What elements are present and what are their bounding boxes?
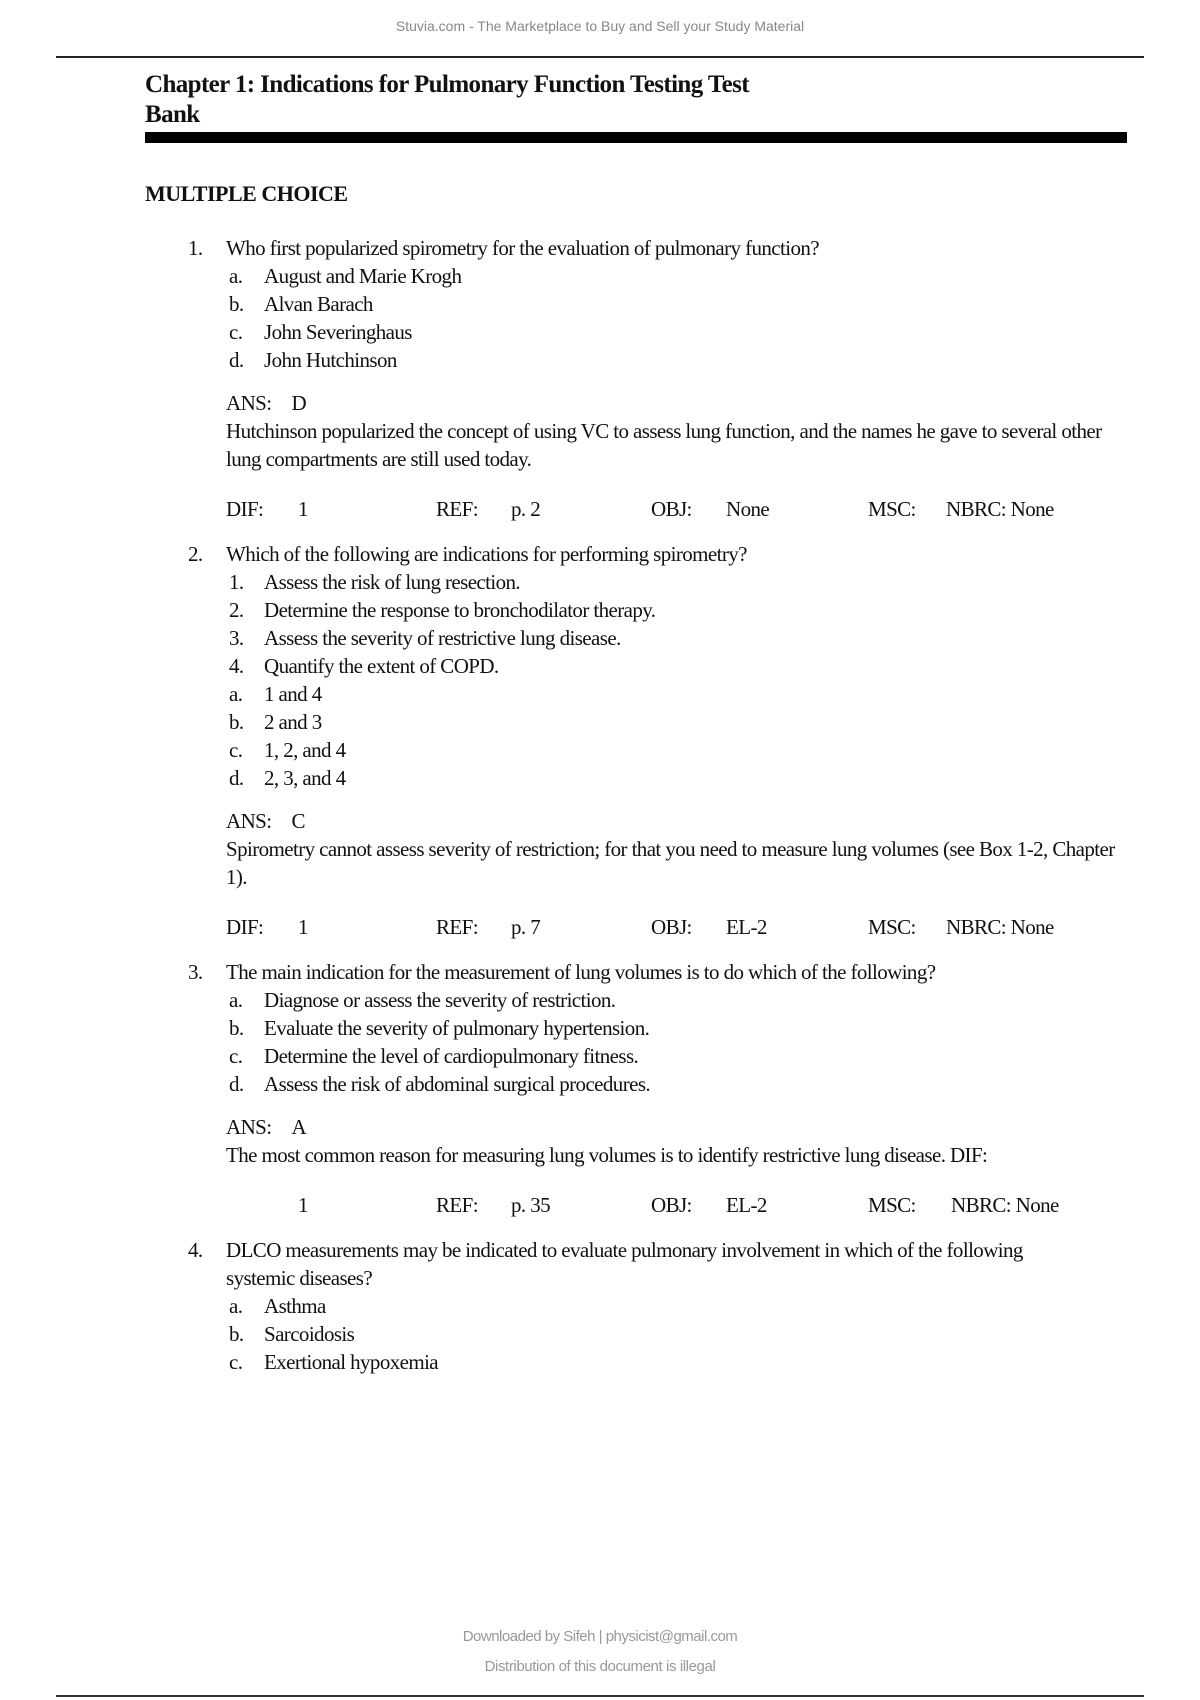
statement-3: 3. Assess the severity of restrictive lung disease. bbox=[229, 626, 621, 650]
question-1 bbox=[188, 234, 1138, 523]
option-a: a. Diagnose or assess the severity of restriction. bbox=[229, 988, 616, 1012]
question-number: 1. bbox=[188, 236, 203, 260]
option-list bbox=[226, 262, 1138, 374]
answer-label: ANS: bbox=[226, 391, 272, 415]
obj-label: OBJ: bbox=[651, 497, 692, 521]
answer-value: A bbox=[291, 1115, 307, 1139]
obj-value: EL-2 bbox=[726, 915, 767, 939]
question-text: Who first popularized spirometry for the evaluation of pulmonary function? bbox=[226, 236, 819, 260]
obj-value: None bbox=[726, 497, 770, 521]
option-b: b. 2 and 3 bbox=[229, 710, 322, 734]
ref-value: p. 35 bbox=[511, 1193, 551, 1217]
option-d: d. 2, 3, and 4 bbox=[229, 766, 346, 790]
msc-value: NBRC: None bbox=[946, 497, 1054, 521]
dif-value: 1 bbox=[298, 1193, 308, 1217]
answer-block bbox=[226, 807, 1138, 891]
option-a: a. August and Marie Krogh bbox=[229, 264, 462, 288]
question-4 bbox=[188, 1236, 1138, 1376]
option-c: c. Determine the level of cardiopulmonary fitness. bbox=[229, 1044, 639, 1068]
question-metadata bbox=[226, 913, 1138, 941]
obj-label: OBJ: bbox=[651, 1193, 692, 1217]
option-list bbox=[226, 986, 1138, 1098]
option-d: d. John Hutchinson bbox=[229, 348, 397, 372]
answer-label: ANS: bbox=[226, 809, 272, 833]
question-metadata bbox=[226, 1191, 1138, 1219]
download-watermark: Downloaded by Sifeh | physicist@gmail.com bbox=[462, 1628, 738, 1645]
answer-block bbox=[226, 389, 1138, 473]
statement-2: 2. Determine the response to bronchodilator therapy. bbox=[229, 598, 656, 622]
question-number: 4. bbox=[188, 1238, 203, 1262]
option-list bbox=[226, 680, 1138, 792]
statement-1: 1. Assess the risk of lung resection. bbox=[229, 570, 521, 594]
option-c: c. 1, 2, and 4 bbox=[229, 738, 346, 762]
ref-label: REF: bbox=[436, 915, 478, 939]
dif-label: DIF: bbox=[226, 915, 264, 939]
question-text: Which of the following are indications for performing spirometry? bbox=[226, 542, 747, 566]
obj-label: OBJ: bbox=[651, 915, 692, 939]
statement-list bbox=[226, 568, 1138, 680]
question-number: 2. bbox=[188, 542, 203, 566]
msc-label: MSC: bbox=[868, 915, 916, 939]
msc-label: MSC: bbox=[868, 1193, 916, 1217]
ref-label: REF: bbox=[436, 497, 478, 521]
rationale-text: Spirometry cannot assess severity of restriction; for that you need to measure lung volumes (see Box 1-2, Chapter 1). bbox=[226, 837, 1115, 889]
question-list bbox=[188, 234, 1138, 1393]
header-divider bbox=[56, 56, 1144, 58]
rationale-text: Hutchinson popularized the concept of using VC to assess lung function, and the names he gave to several other lung compartments are still used today. bbox=[226, 419, 1102, 471]
question-metadata bbox=[226, 495, 1138, 523]
obj-value: EL-2 bbox=[726, 1193, 767, 1217]
option-a: a. Asthma bbox=[229, 1294, 326, 1318]
footer-divider bbox=[56, 1695, 1144, 1697]
question-3 bbox=[188, 958, 1138, 1219]
ref-value: p. 2 bbox=[511, 497, 541, 521]
option-b: b. Alvan Barach bbox=[229, 292, 373, 316]
dif-value: 1 bbox=[298, 915, 308, 939]
msc-label: MSC: bbox=[868, 497, 916, 521]
rationale-text: The most common reason for measuring lung volumes is to identify restrictive lung disease. DIF: bbox=[226, 1143, 988, 1167]
option-d: d. Assess the risk of abdominal surgical procedures. bbox=[229, 1072, 651, 1096]
dif-value: 1 bbox=[298, 497, 308, 521]
option-c: c. John Severinghaus bbox=[229, 320, 412, 344]
distribution-notice: Distribution of this document is illegal bbox=[484, 1658, 716, 1675]
option-list bbox=[226, 1292, 1138, 1376]
ref-label: REF: bbox=[436, 1193, 478, 1217]
title-line-2: Bank bbox=[145, 101, 200, 128]
dif-label: DIF: bbox=[226, 497, 264, 521]
section-heading: MULTIPLE CHOICE bbox=[145, 181, 348, 206]
ref-value: p. 7 bbox=[511, 915, 541, 939]
answer-block bbox=[226, 1113, 1138, 1169]
answer-value: D bbox=[291, 391, 307, 415]
option-b: b. Evaluate the severity of pulmonary hypertension. bbox=[229, 1016, 650, 1040]
msc-value: NBRC: None bbox=[946, 915, 1054, 939]
answer-label: ANS: bbox=[226, 1115, 272, 1139]
question-text: The main indication for the measurement of lung volumes is to do which of the following? bbox=[226, 960, 936, 984]
answer-value: C bbox=[291, 809, 305, 833]
question-2 bbox=[188, 540, 1138, 941]
option-c: c. Exertional hypoxemia bbox=[229, 1350, 439, 1374]
site-header-text: Stuvia.com - The Marketplace to Buy and Sell your Study Material bbox=[395, 18, 805, 34]
option-b: b. Sarcoidosis bbox=[229, 1322, 355, 1346]
option-a: a. 1 and 4 bbox=[229, 682, 322, 706]
title-underline-bar bbox=[145, 132, 1127, 143]
question-number: 3. bbox=[188, 960, 203, 984]
question-text: DLCO measurements may be indicated to evaluate pulmonary involvement in which of the following systemic diseases? bbox=[226, 1238, 1023, 1290]
statement-4: 4. Quantify the extent of COPD. bbox=[229, 654, 499, 678]
title-line-1: Chapter 1: Indications for Pulmonary Function Testing Test bbox=[145, 71, 749, 98]
msc-value: NBRC: None bbox=[951, 1193, 1059, 1217]
page-title bbox=[145, 70, 1045, 130]
